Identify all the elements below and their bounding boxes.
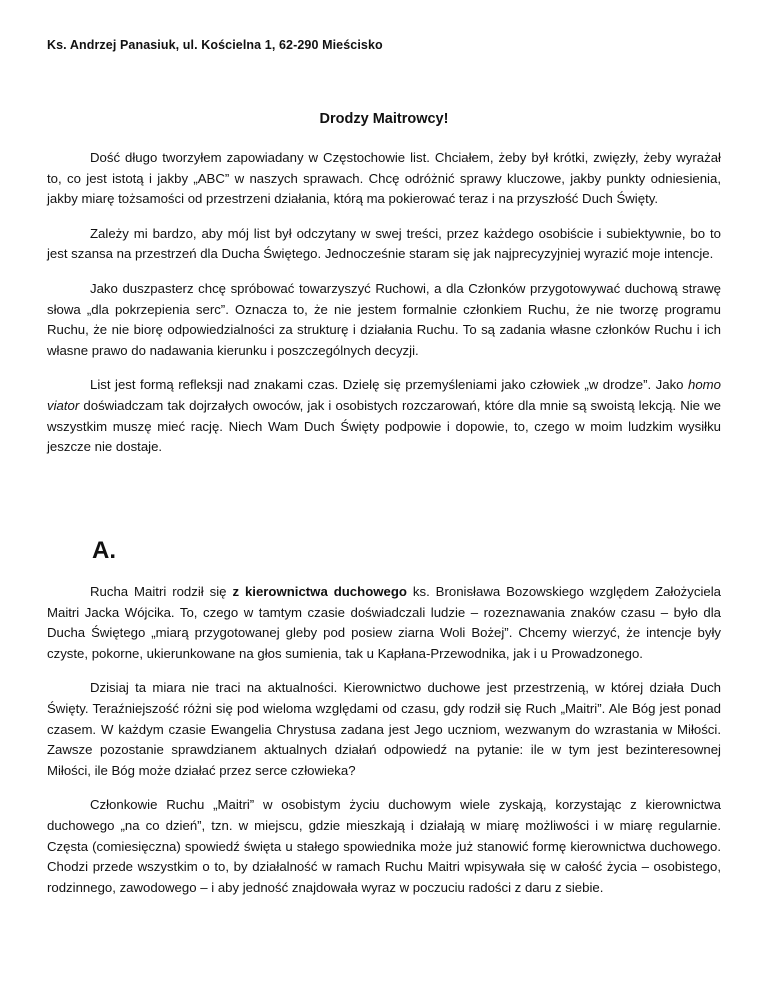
section-a-paragraph-2: Dzisiaj ta miara nie traci na aktualności. Kierownictwo duchowe jest przestrzenią, w której działa Duch Święty. Teraźniejszość różni się pod wieloma względami od czasu, gdy rodził się Ruch „Maitri”. Ale Bóg jest ponad czasem. W każdym czasie Ewangelia Chrystusa zadana jest Jego uczniom, wezwanym do wzrastania w Miłości. Zawsze pozostanie sprawdzianem aktualnych działań odpowiedź na pytanie: ile w tym jest bezinteresownej Miłości, ile Bóg może działać przez serce człowieka? — [47, 680, 721, 778]
intro-section — [47, 148, 721, 472]
paragraph-4-italic: homo viator — [47, 377, 721, 413]
section-a-body — [47, 582, 721, 912]
section-heading-a: A. — [92, 537, 116, 564]
paragraph-3: Jako duszpasterz chcę spróbować towarzyszyć Ruchowi, a dla Członków przygotowywać duchową strawę słowa „dla pokrzepienia serc”. Oznacza to, że nie jestem formalnie członkiem Ruchu, że nie tworzę programu Ruchu, że nie biorę odpowiedzialności za strukturę i działania Ruchu. To są zadania własne członków Ruchu i ich własne prawo do nadawania kierunku i poszczególnych decyzji. — [47, 280, 721, 358]
section-a-p1-bold: z kierownictwa duchowego — [232, 584, 407, 599]
section-a-paragraph-3: Członkowie Ruchu „Maitri” w osobistym życiu duchowym wiele zyskają, korzystając z kierownictwa duchowego „na co dzień”, tzn. w miejscu, gdzie mieszkają i działają w miarę możliwości i w miarę regularnie. Częsta (comiesięczna) spowiedź święta u stałego spowiednika może już stanowić formę kierownictwa duchowego. Chodzi przede wszystkim o to, by działalność w ramach Ruchu Maitri wpisywała się w całość życia – osobistego, rodzinnego, zawodowego – i aby jedność znajdowała wyraz w poczuciu radości z daru z siebie. — [47, 797, 721, 895]
paragraph-4-text-b: doświadczam tak dojrzałych owoców, jak i osobistych rozczarowań, które dla mnie są swoistą lekcją. Nie we wszystkim muszę mieć rację. Niech Wam Duch Święty podpowie i dopowie, to, czego w moim ludzkim wysiłku jeszcze nie dostaje. — [47, 397, 721, 455]
paragraph-1: Dość długo tworzyłem zapowiadany w Częstochowie list. Chciałem, żeby był krótki, zwięzły, żeby wyrażał to, co jest istotą i jakby „ABC” w naszych sprawach. Chcę odróżnić sprawy kluczowe, jakby punkty odniesienia, jakby miarę tożsamości od przestrzeni działania, którą ma pokierować teraz i na przyszłość Duch Święty. — [47, 150, 721, 207]
paragraph-4-text-a: List jest formą refleksji nad znakami czas. Dzielę się przemyśleniami jako człowiek „w drodze”. Jako — [90, 377, 688, 393]
paragraph-2: Zależy mi bardzo, aby mój list był odczytany w swej treści, przez każdego osobiście i subiektywnie, bo to jest szansa na przestrzeń dla Ducha Świętego. Jednocześnie staram się jak najprecyzyjniej wyrazić moje intencje. — [47, 225, 721, 262]
section-a-paragraph-1 — [47, 582, 721, 664]
sender-address: Ks. Andrzej Panasiuk, ul. Kościelna 1, 62-290 Mieścisko — [47, 38, 383, 52]
section-a-p1-text-b: ks. Bronisława Bozowskiego względem Założyciela Maitri Jacka Wójcika. To, czego w tamtym czasie doświadczali ludzie – rozeznawania znaków czasu – było dla Ducha Świętego „miarą przygotowanej gleby pod posiew ziarna Woli Bożej”. Chcemy wierzyć, że intencje były czyste, pokorne, ukierunkowane na głos sumienia, tak u Kapłana-Przewodnika, jak i u Prowadzonego. — [47, 584, 721, 661]
section-a-p1-text-a: Rucha Maitri rodził się — [90, 584, 233, 599]
letter-greeting: Drodzy Maitrowcy! — [319, 111, 449, 127]
paragraph-4 — [47, 375, 721, 457]
